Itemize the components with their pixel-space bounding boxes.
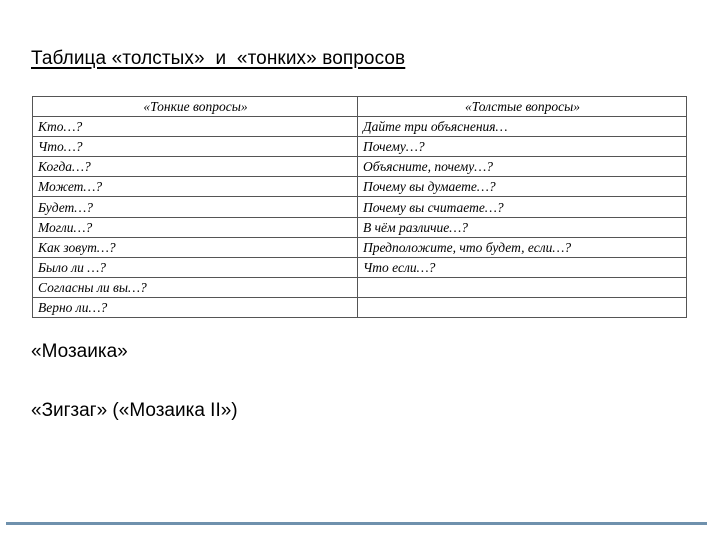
thick-question-cell [358,297,687,317]
thick-question-cell: Объясните, почему…? [358,157,687,177]
thick-question-cell: В чём различие…? [358,217,687,237]
table-row [33,177,687,197]
thick-question-cell: Дайте три объяснения… [358,117,687,137]
table-row [33,277,687,297]
thin-question-cell: Согласны ли вы…? [33,277,358,297]
thick-question-cell: Предположите, что будет, если…? [358,237,687,257]
table-row [33,297,687,317]
table-row [33,237,687,257]
thin-question-cell: Было ли …? [33,257,358,277]
questions-table [32,96,687,318]
thick-question-cell: Почему вы думаете…? [358,177,687,197]
table-row [33,157,687,177]
thick-question-cell [358,277,687,297]
table-row [33,137,687,157]
thick-question-cell: Что если…? [358,257,687,277]
thin-question-cell: Может…? [33,177,358,197]
zigzag-heading: «Зигзаг» («Мозаика II») [31,400,238,421]
thin-question-cell: Что…? [33,137,358,157]
thin-questions-header: «Тонкие вопросы» [33,97,358,117]
thick-question-cell: Почему вы считаете…? [358,197,687,217]
thick-questions-header: «Толстые вопросы» [358,97,687,117]
table-row [33,197,687,217]
thick-question-cell: Почему…? [358,137,687,157]
thin-question-cell: Кто…? [33,117,358,137]
table-row [33,257,687,277]
thin-question-cell: Как зовут…? [33,237,358,257]
table-row [33,117,687,137]
table-header-row [33,97,687,117]
mosaic-heading: «Мозаика» [31,341,128,362]
footer-divider [6,522,707,525]
table-row [33,217,687,237]
thin-question-cell: Верно ли…? [33,297,358,317]
thin-question-cell: Когда…? [33,157,358,177]
page-title: Таблица «толстых» и «тонких» вопросов [31,48,406,69]
thin-question-cell: Могли…? [33,217,358,237]
thin-question-cell: Будет…? [33,197,358,217]
